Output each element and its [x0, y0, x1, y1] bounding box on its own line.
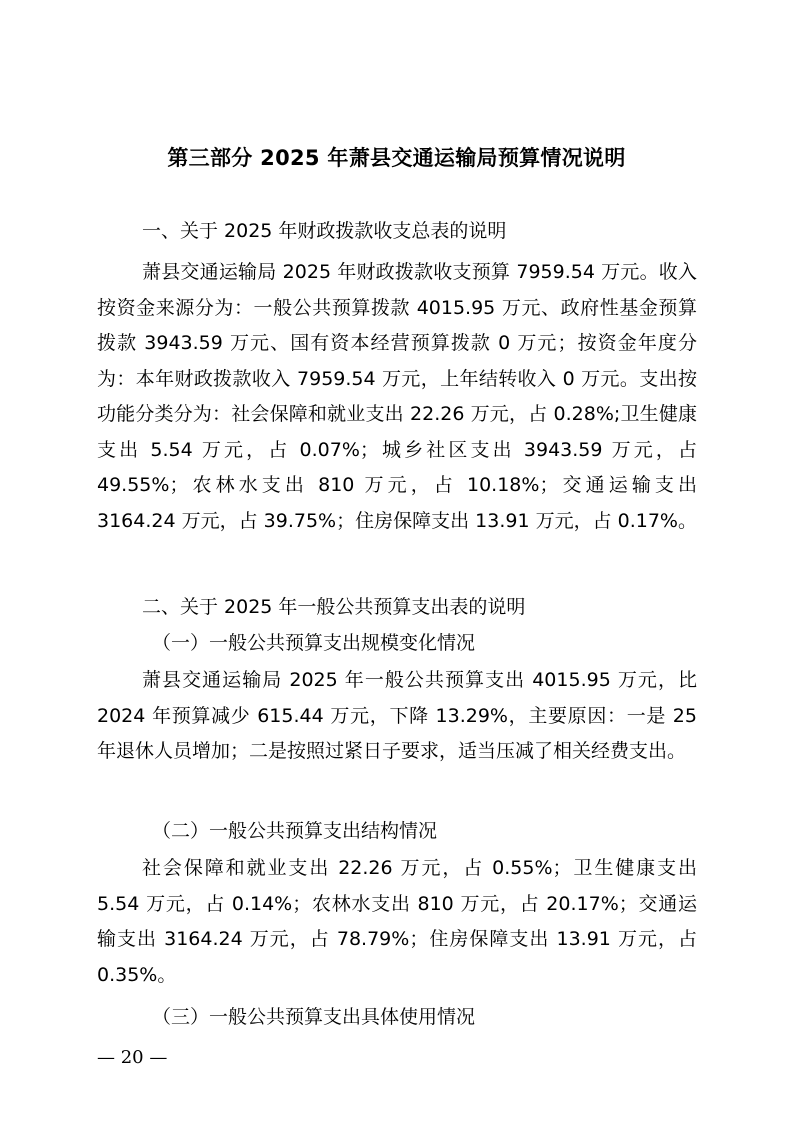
section-heading-2: 二、关于 2025 年一般公共预算支出表的说明: [142, 596, 526, 618]
subsection-2-1-paragraph: 萧县交通运输局 2025 年一般公共预算支出 4015.95 万元，比 2024 年预算减少 615.44 万元，下降 13.29%，主要原因：一是 25 年退休人员增加；二是按照过紧日子要求，适当压减了相关经费支出。: [97, 669, 697, 762]
section-1-paragraph: 萧县交通运输局 2025 年财政拨款收支预算 7959.54 万元。收入按资金来源分为：一般公共预算拨款 4015.95 万元、政府性基金预算拨款 3943.59 万元、国有资本经营预算拨款 0 万元；按资金年度分为：本年财政拨款收入 7959.54 万元，上年结转收入 0 万元。支出按功能分类分为：社会保障和就业支出 22.26 万元，占 0.28%;卫生健康支出 5.54 万元，占 0.07%；城乡社区支出 3943.59 万元，占 49.55%；农林水支出 810 万元，占 10.18%；交通运输支出 3164.24 万元，占 39.75%；住房保障支出 13.91 万元，占 0.17%。: [97, 261, 697, 532]
subsection-2-2-paragraph: 社会保障和就业支出 22.26 万元，占 0.55%；卫生健康支出 5.54 万元，占 0.14%；农林水支出 810 万元，占 20.17%；交通运输支出 3164.24 万元，占 78.79%；住房保障支出 13.91 万元，占 0.35%。: [97, 857, 697, 986]
subsection-heading-2-1: （一）一般公共预算支出规模变化情况: [152, 632, 476, 654]
section-heading-1: 一、关于 2025 年财政拨款收支总表的说明: [142, 220, 507, 242]
subsection-heading-2-3: （三）一般公共预算支出具体使用情况: [152, 1006, 476, 1028]
document-title: 第三部分 2025 年萧县交通运输局预算情况说明: [167, 146, 626, 170]
page-number: — 20 —: [97, 1047, 168, 1068]
subsection-heading-2-2: （二）一般公共预算支出结构情况: [152, 820, 438, 842]
